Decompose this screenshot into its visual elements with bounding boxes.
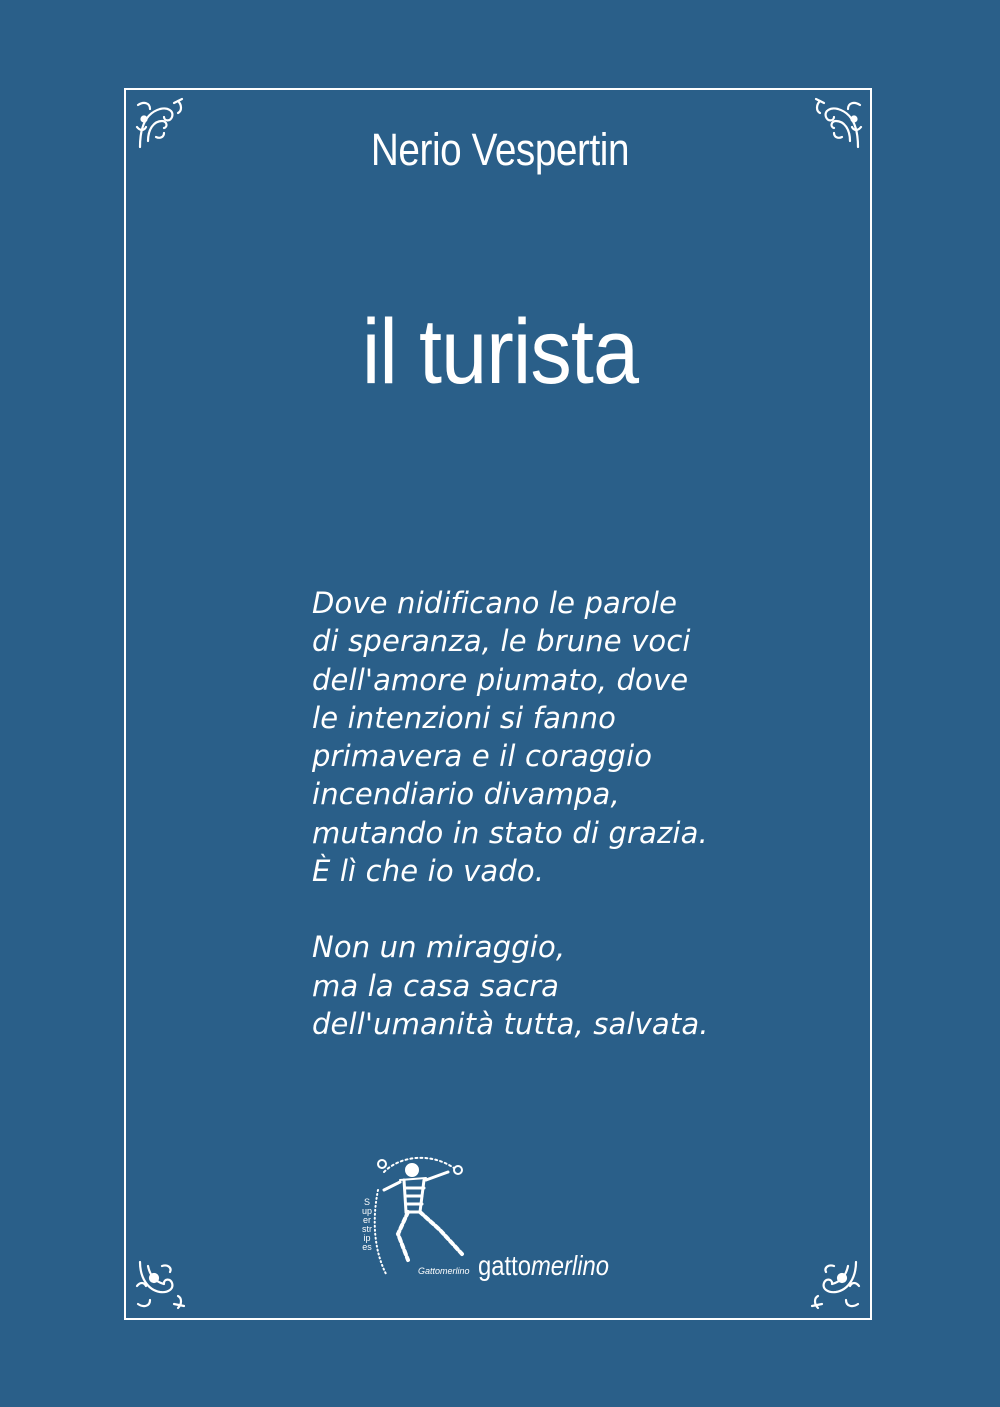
poem-line: di speranza, le brune voci — [312, 624, 691, 659]
publisher-regular: gatto — [478, 1250, 531, 1281]
poem-line: Non un miraggio, — [312, 930, 566, 965]
harlequin-figure-icon — [370, 1150, 480, 1285]
corner-ornament-icon — [810, 1256, 862, 1312]
poem-line: mutando in stato di grazia. — [312, 815, 708, 850]
poem-line: dell'amore piumato, dove — [312, 662, 689, 697]
poem — [312, 584, 872, 1081]
poem-line: dell'umanità tutta, salvata. — [312, 1006, 709, 1041]
author-name: Nerio Vespertin — [370, 124, 630, 175]
publisher-name — [478, 1250, 609, 1282]
publisher-italic: merlino — [530, 1250, 609, 1281]
poem-line: primavera e il coraggio — [312, 739, 653, 774]
poem-line: ma la casa sacra — [312, 968, 560, 1003]
logo-vertical-text: Superstripes — [362, 1197, 373, 1252]
poem-line: le intenzioni si fanno — [312, 700, 616, 735]
logo-small-text: Gattomerlino — [418, 1266, 470, 1276]
poem-stanza-2 — [312, 928, 872, 1043]
poem-line: Dove nidificano le parole — [312, 586, 678, 620]
corner-ornament-icon — [134, 1256, 186, 1312]
poem-line: È lì che io vado. — [312, 854, 545, 889]
poem-stanza-1 — [312, 584, 872, 890]
book-title: il turista — [361, 301, 639, 403]
poem-line: incendiario divampa, — [312, 777, 620, 812]
